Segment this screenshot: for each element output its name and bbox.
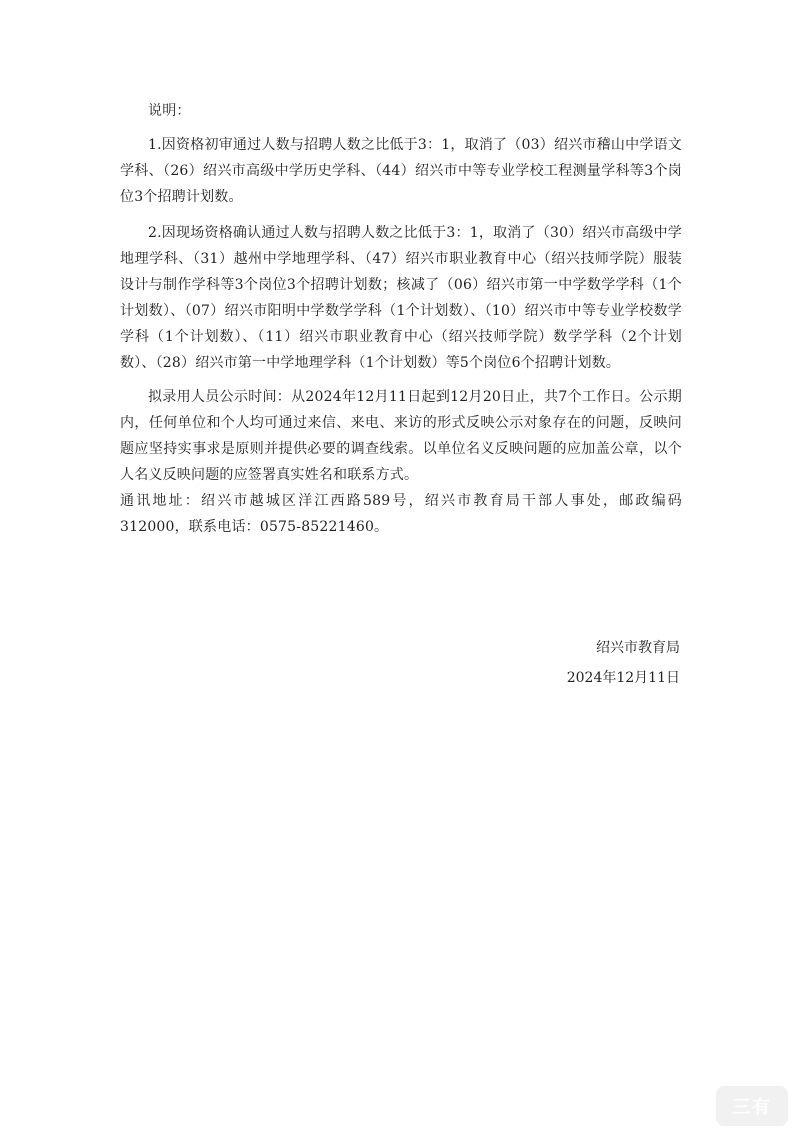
note-item-1: 1.因资格初审通过人数与招聘人数之比低于3：1，取消了（03）绍兴市稽山中学语文学科、（26）绍兴市高级中学历史学科、（44）绍兴市中等专业学校工程测量学科等3个岗位3个招聘计划数。 bbox=[120, 137, 682, 205]
note-item-2: 2.因现场资格确认通过人数与招聘人数之比低于3：1，取消了（30）绍兴市高级中学地理学科、（31）越州中学地理学科、（47）绍兴市职业教育中心（绍兴技师学院）服装设计与制作学科等3个岗位3个招聘计划数；核减了（06）绍兴市第一中学数学学科（1个计划数）、（07）绍兴市阳明中学数学学科（1个计划数）、（10）绍兴市中等专业学校数学学科（1个计划数）、（11）绍兴市职业教育中心（绍兴技师学院）数学学科（2个计划数）、（28）绍兴市第一中学地理学科（1个计划数）等5个岗位6个招聘计划数。 bbox=[120, 225, 682, 371]
publicity-notice: 拟录用人员公示时间：从2024年12月11日起到12月20日止，共7个工作日。公示期内，任何单位和个人均可通过来信、来电、来访的形式反映公示对象存在的问题，反映问题应坚持实事求是原则并提供必要的调查线索。以单位名义反映问题的应加盖公章，以个人名义反映问题的应签署真实姓名和联系方式。 bbox=[120, 389, 682, 483]
contact-address: 通讯地址：绍兴市越城区洋江西路589号，绍兴市教育局干部人事处，邮政编码312000，联系电话：0575-85221460。 bbox=[120, 493, 682, 535]
signature-organization: 绍兴市教育局 bbox=[596, 640, 680, 656]
signature-date: 2024年12月11日 bbox=[566, 670, 680, 686]
notes-heading: 说明： bbox=[148, 103, 191, 119]
watermark-logo: 三有 bbox=[716, 1086, 788, 1126]
document-body bbox=[120, 98, 682, 540]
